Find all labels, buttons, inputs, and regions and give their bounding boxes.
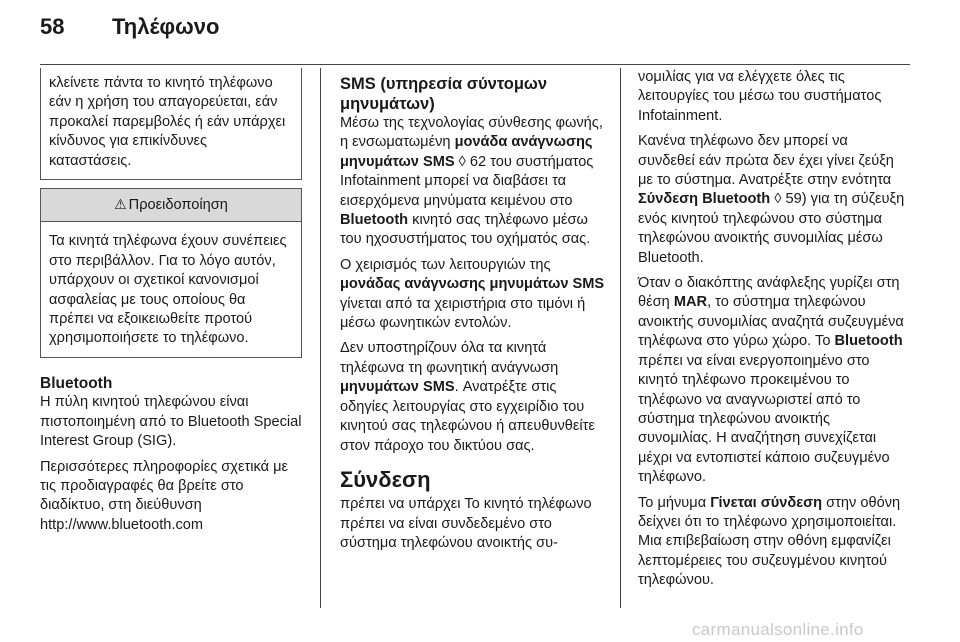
emphasis-text: Γίνεται σύνδεση <box>710 494 823 511</box>
text-run: πρέπει να είναι ενεργοποιημένο στο κινητό τηλέφωνο προκειμένου το τηλέφωνο να αναγνωριστεί από το σύστημα τηλεφώνου ανοικτής συνομιλίας. Η αναζήτηση συνεχίζεται μέχρι να εντοπιστεί κάποιο συζευγμένο τηλέφωνο. <box>638 352 890 486</box>
column-divider <box>620 68 621 608</box>
emphasis-text: Bluetooth <box>834 333 903 350</box>
sms-paragraph <box>340 114 606 250</box>
sms-paragraph <box>340 256 606 334</box>
text-run: ◊ 62 του συστήματος Infotainment μπορεί να διαβάσει τα εισερχόμενα μηνύματα κειμένου στο <box>340 153 594 209</box>
emphasis-text: μονάδας ανάγνωσης μηνυμάτων SMS <box>340 276 605 293</box>
warning-title: Προειδοποίηση <box>128 197 228 214</box>
text-run: Όταν ο διακόπτης ανάφλεξης γυρίζει στη θέση <box>638 275 900 311</box>
warning-triangle-icon: ⚠ <box>114 196 127 213</box>
bluetooth-title: Bluetooth <box>40 374 113 392</box>
body-paragraph <box>638 274 906 487</box>
text-run: κινητό σας τηλέφωνο μέσω του ηχοσυστήματος του οχήματός σας. <box>340 212 591 248</box>
warning-body: Τα κινητά τηλέφωνα έχουν συνέπειες στο περιβάλλον. Για το λόγο αυτόν, υπάρχουν οι σχετικοί κανονισμοί ασφαλείας με τους οποίους θα πρέπει να εξοικειωθείτε προτού χρησιμοποιήσετε το τηλέφωνο. <box>49 233 287 347</box>
body-paragraph <box>638 132 906 268</box>
column-1 <box>40 68 302 541</box>
bluetooth-paragraph: Περισσότερες πληροφορίες σχετικά με τις προδιαγραφές θα βρείτε στο διαδίκτυο, στη διεύθυνση http://www.bluetooth.com <box>40 458 289 533</box>
page-heading: Τηλέφωνο <box>112 14 220 39</box>
emphasis-text: μηνυμάτων SMS <box>340 379 455 396</box>
text-run: Κανένα τηλέφωνο δεν μπορεί να συνδεθεί εάν πρώτα δεν έχει γίνει ζεύξη με το σύστημα. Ανατρέξτε στην ενότητα <box>638 133 894 189</box>
connection-paragraph: πρέπει να υπάρχει Το κινητό τηλέφωνο πρέπει να είναι συνδεδεμένο στο σύστημα τηλεφώνου ανοικτής συ- <box>340 496 592 552</box>
warning-header <box>41 189 301 222</box>
note-text: κλείνετε πάντα το κινητό τηλέφωνο εάν η χρήση του απαγορεύεται, εάν προκαλεί παρεμβολές ή εάν υπάρχει κίνδυνος για επικίνδυνες καταστάσεις. <box>49 75 286 169</box>
body-paragraph <box>638 494 906 591</box>
watermark: carmanualsonline.info <box>692 620 864 639</box>
bluetooth-paragraph: Η πύλη κινητού τηλεφώνου είναι πιστοποιημένη από το Bluetooth Special Interest Group (SIG). <box>40 394 302 450</box>
text-run: . Ανατρέξτε στις οδηγίες λειτουργίας στο εγχειρίδιο του κινητού σας τηλεφώνου ή απευθυνθείτε στον πάροχο του δικτύου σας. <box>340 379 595 454</box>
text-run: Δεν υποστηρίζουν όλα τα κινητά τηλέφωνα τη φωνητική ανάγνωση <box>340 340 559 376</box>
emphasis-text: Bluetooth <box>340 212 409 229</box>
text-run: ◊ 59) για τη σύζευξη ενός κινητού τηλεφώνου στο σύστημα τηλεφώνου ανοικτής συνομιλίας μέσω Bluetooth. <box>638 191 905 266</box>
note-box <box>40 68 302 180</box>
text-run: , το σύστημα τηλεφώνου ανοικτής συνομιλίας αναζητά συζευγμένα τηλέφωνα στο γύρω χώρο. Το <box>638 294 904 350</box>
text-run: Μέσω της τεχνολογίας σύνθεσης φωνής, η ενσωματωμένη <box>340 115 603 151</box>
emphasis-text: μονάδα ανάγνωσης μηνυμάτων SMS <box>340 134 593 170</box>
column-divider <box>320 68 321 608</box>
sms-paragraph <box>340 339 606 455</box>
connection-title: Σύνδεση <box>340 466 431 492</box>
emphasis-text: MAR <box>673 294 708 311</box>
column-2 <box>340 68 606 560</box>
text-run: γίνεται από τα χειριστήρια στο τιμόνι ή μέσω φωνητικών εντολών. <box>340 295 586 332</box>
emphasis-text: Σύνδεση Bluetooth <box>638 191 771 208</box>
column-3 <box>638 68 906 597</box>
text-run: Το μήνυμα <box>638 494 711 511</box>
text-run: στην οθόνη δείχνει ότι το τηλέφωνο χρησιμοποιείται. Μια επιβεβαίωση στην οθόνη εμφανίζει λεπτομέρειες του συζευγμένου κινητού τηλεφώνου. <box>638 494 901 589</box>
body-paragraph: νομιλίας για να ελέγχετε όλες τις λειτουργίες του μέσω του συστήματος Infotainment. <box>638 69 882 124</box>
sms-title: SMS (υπηρεσία σύντομων μηνυμάτων) <box>340 75 548 113</box>
header-rule <box>40 64 910 65</box>
warning-box <box>40 188 302 358</box>
text-run: Ο χειρισμός των λειτουργιών της <box>340 256 551 273</box>
page-number: 58 <box>40 14 65 39</box>
